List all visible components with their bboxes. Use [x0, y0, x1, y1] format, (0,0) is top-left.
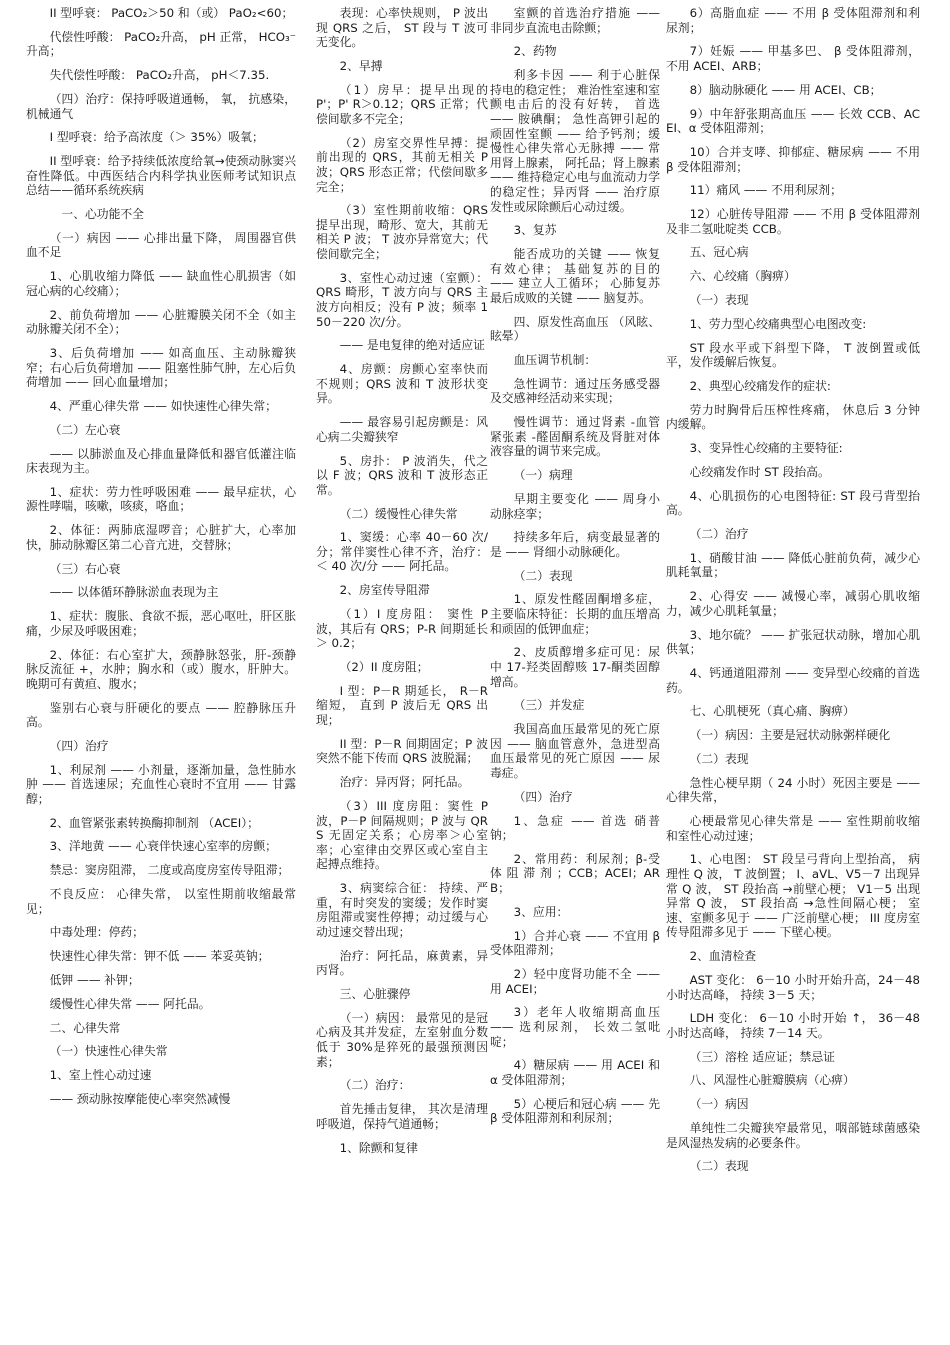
paragraph: 3、后负荷增加 —— 如高血压、主动脉瓣狭窄；右心后负荷增加 —— 阻塞性肺气肿，左心后负荷增加 —— 回心血量增加；	[26, 345, 296, 390]
paragraph: —— 最容易引起房颤是：风心病二尖瓣狭窄	[316, 415, 488, 444]
paragraph: （二）表现	[513, 568, 573, 583]
paragraph: 四、原发性高血压 （风眩、眩晕）	[490, 314, 660, 344]
paragraph: 2、血清检查	[689, 949, 757, 964]
paragraph: 缓慢性心律失常 —— 阿托品。	[49, 996, 211, 1011]
paragraph: 早期主要变化 —— 周身小动脉痉挛；	[490, 491, 660, 521]
paragraph: 2、药物	[513, 44, 557, 59]
paragraph: —— 以体循环静脉淤血表现为主	[49, 585, 219, 600]
paragraph: ST 段水平或下斜型下降， T 波倒置或低平，发作缓解后恢复。	[666, 340, 920, 370]
paragraph: （二）治疗	[689, 527, 749, 542]
paragraph: （一）快速性心律失常	[49, 1044, 168, 1059]
paragraph: 1、硝酸甘油 —— 降低心脏前负荷，减少心肌耗氧量；	[666, 550, 920, 580]
paragraph: 1、窦缓：心率 40－60 次/分；常伴窦性心律不齐，治疗：＜ 40 次/分 —— 阿托品。	[316, 530, 488, 574]
paragraph: 2、皮质醇增多症可见：尿中 17-羟类固醇赅 17-酮类固醇增高。	[490, 645, 660, 689]
paragraph: I 型呼衰：给予高浓度（＞ 35%）吸氧；	[49, 130, 264, 145]
paragraph: 4）糖尿病 —— 用 ACEI 和 α 受体阻滞剂；	[490, 1058, 660, 1087]
paragraph: I 型：P－R 期延长， R－R 缩短， 直到 P 波后无 QRS 出现；	[316, 683, 488, 727]
paragraph: 2）轻中度肾功能不全 —— 用 ACEI；	[490, 967, 660, 996]
paragraph: 2、房室传导阻滞	[339, 583, 430, 598]
paragraph: 低钾 —— 补钾；	[49, 972, 140, 987]
paragraph: （3）III 度房阻：窦性 P 波，P－P 间隔规则；P 波与 QRS 无固定关系；心房率＞心室率；心室律由交界区或心室自主起搏点维持。	[316, 798, 488, 872]
paragraph: 单纯性二尖瓣狭窄最常见，咽部链球菌感染是风湿热发病的必要条件。	[666, 1121, 920, 1150]
paragraph: LDH 变化： 6－10 小时开始 ↑， 36－48 小时达高峰， 持续 7－14 天。	[666, 1011, 920, 1040]
paragraph: 2、体征：右心室扩大，颈静脉怒张，肝-颈静脉反流征 +，水肿；胸水和（或）腹水，肝肿大。晚期可有黄疸、腹水；	[26, 647, 296, 691]
paragraph: 1、心肌收缩力降低 —— 缺血性心肌损害（如冠心病的心绞痛）；	[26, 269, 296, 298]
paragraph: 3、病窦综合征： 持续、严重，有时突发的窦缓；发作时窦房阻滞或窦性停搏；动过缓与心动过速交替出现；	[316, 881, 488, 939]
paragraph: （二）缓慢性心律失常	[339, 506, 458, 521]
paragraph: 室颤的首选治疗措施 —— 非同步直流电击除颤；	[490, 6, 660, 35]
paragraph: 一、心功能不全	[61, 207, 144, 222]
paragraph: （四）治疗	[513, 789, 573, 804]
paragraph: 治疗：阿托品，麻黄素，异丙肾。	[316, 948, 488, 978]
paragraph: 3、复苏	[513, 223, 557, 238]
paragraph: （一）病因： 最常见的是冠心病及其并发症，左室射血分数低于 30%是猝死的最强预测因素；	[316, 1010, 488, 1069]
paragraph: （一）表现	[689, 293, 749, 307]
paragraph: （三）并发症	[513, 698, 585, 713]
paragraph: 1）合并心衰 —— 不宜用 β 受体阻滞剂；	[490, 928, 660, 958]
paragraph: 禁忌：窦房阻滞， 二度或高度房室传导阻滞；	[49, 863, 290, 878]
paragraph: 中毒处理：停药；	[49, 925, 144, 940]
paragraph: 12）心脏传导阻滞 —— 不用 β 受体阻滞剂及非二氢吡啶类 CCB。	[666, 207, 920, 236]
paragraph: 2、体征：两肺底湿啰音；心脏扩大，心率加快，肺动脉瓣区第二心音亢进，交替脉；	[26, 523, 296, 552]
paragraph: 心梗最常见心律失常是 —— 室性期前收缩和室性心动过速；	[666, 814, 920, 843]
paragraph: （3）室性期前收缩：QRS 提早出现，畸形、宽大，其前无相关 P 波； T 波亦异常宽大；代偿间歇完全；	[316, 203, 488, 262]
paragraph: 1、心电图： ST 段呈弓背向上型抬高， 病理性 Q 波， T 波倒置； I、aVL、V5－7 出现异常 Q 波， ST 段抬高 →前壁心梗； V1－5 出现异常 Q 波， ST 段抬高 →急性间隔心梗； 室速、室颤多见于 —— 广泛前壁心梗； III 度房室传导阻滞多见于 —— 下壁心梗。	[666, 852, 920, 940]
paragraph: 六、心绞痛（胸痹）	[689, 269, 796, 284]
paragraph: —— 颈动脉按摩能使心率突然减慢	[49, 1091, 231, 1106]
paragraph: 慢性调节：通过肾素 -血管紧张素 -醛固酮系统及肾脏对体液容量的调节来完成。	[490, 415, 660, 459]
paragraph: 1、利尿剂 —— 小剂量，逐渐加量，急性肺水肿 —— 首选速尿；充血性心衰时不宜用 —— 甘露醇；	[26, 762, 296, 806]
paragraph: 10）合并支哮、抑郁症、糖尿病 —— 不用 β 受体阻滞剂；	[666, 144, 920, 174]
paragraph: （1）I 度房阻： 窦性 P 波，其后有 QRS；P-R 间期延长＞ 0.2；	[316, 607, 488, 651]
paragraph: 1、急症 —— 首选 硝普钠；	[490, 813, 660, 843]
paragraph: 4、钙通道阻滞剂 —— 变异型心绞痛的首选药。	[666, 665, 920, 695]
paragraph: 6）高脂血症 —— 不用 β 受体阻滞剂和利尿剂；	[666, 6, 920, 35]
paragraph: 4、心肌损伤的心电图特征: ST 段弓背型抬高。	[666, 488, 920, 518]
paragraph: 失代偿性呼酸： PaCO₂升高， pH＜7.35.	[49, 68, 270, 83]
paragraph: （四）治疗：保持呼吸道通畅， 氧， 抗感染， 机械通气	[26, 91, 296, 121]
paragraph: 2、血管紧张素转换酶抑制剂 （ACEI）；	[49, 815, 259, 830]
paragraph: （1）房早：提早出现的 P'；P' R＞0.12；QRS 正常；代偿间歇多不完全；	[316, 82, 488, 126]
paragraph: AST 变化： 6－10 小时开始升高，24－48 小时达高峰， 持续 3－5 天；	[666, 972, 920, 1002]
paragraph: 8）脑动脉硬化 —— 用 ACEI、CB；	[689, 82, 882, 97]
paragraph: —— 是电复律的绝对适应证	[339, 338, 485, 353]
paragraph: 五、冠心病	[689, 245, 749, 260]
paragraph: 鉴别右心衰与肝硬化的要点 —— 腔静脉压升高。	[26, 700, 296, 730]
paragraph: （一）病理	[513, 468, 573, 483]
paragraph: （一）病因	[689, 1097, 749, 1112]
text-column-3	[490, 6, 660, 1135]
paragraph: 3、洋地黄 —— 心衰伴快速心室率的房颤；	[49, 839, 277, 854]
paragraph: 血压调节机制：	[513, 353, 597, 367]
paragraph: （二）表现	[689, 751, 749, 766]
paragraph: 表现：心率快规则， P 波出现 QRS 之后， ST 段与 T 波可无变化。	[316, 6, 488, 50]
paragraph: （2）房室交界性早搏：提前出现的 QRS，其前无相关 P 波；QRS 形态正常；代偿间歇多完全；	[316, 135, 488, 194]
paragraph: —— 以肺淤血及心排血量降低和器官低灌注临床表现为主。	[26, 446, 296, 476]
paragraph: 5）心梗后和冠心病 —— 先 β 受体阻滞剂和利尿剂；	[490, 1096, 660, 1126]
paragraph: （一）病因 —— 心排出量下降， 周围器官供血不足	[26, 230, 296, 260]
paragraph: 2、常用药：利尿剂；β-受体阻滞剂；CCB；ACEI；ARB；	[490, 851, 660, 896]
paragraph: （四）治疗	[49, 738, 109, 753]
paragraph: 3、应用：	[513, 904, 569, 919]
text-column-1	[26, 6, 296, 1116]
paragraph: 1、室上性心动过速	[49, 1068, 152, 1083]
paragraph: 3、室性心动过速（室颤）：QRS 畸形，T 波方向与 QRS 主波方向相反；没有 P 波；频率 150－220 次/分。	[316, 270, 488, 329]
paragraph: 7）妊娠 —— 甲基多巴、 β 受体阻滞剂， 不用 ACEI、ARB；	[666, 44, 920, 73]
paragraph: 1、原发性醛固酮增多症，主要临床特征：长期的血压增高和顽固的低钾血症；	[490, 592, 660, 636]
paragraph: 9）中年舒张期高血压 —— 长效 CCB、ACEI、α 受体阻滞剂；	[666, 106, 920, 136]
paragraph: 急性调节：通过压务感受器及交感神经活动来实现；	[490, 376, 660, 406]
paragraph: II 型呼衰： PaCO₂＞50 和（或） PaO₂<60；	[49, 6, 294, 20]
paragraph: 3、变异性心绞痛的主要特征:	[689, 441, 843, 456]
paragraph: 三、心脏骤停	[339, 987, 411, 1001]
paragraph: 代偿性呼酸： PaCO₂升高， pH 正常， HCO₃⁻升高；	[26, 29, 296, 59]
paragraph: 1、劳力型心绞痛典型心电图改变:	[689, 316, 867, 331]
paragraph: 劳力时胸骨后压榨性疼痛， 休息后 3 分钟内缓解。	[666, 402, 920, 432]
paragraph: 不良反应： 心律失常， 以室性期前收缩最常见；	[26, 887, 296, 916]
paragraph: II 型呼衰：给予持续低浓度给氧→使颈动脉窦兴奋性降低。中西医结合内科学执业医师考试知识点总结——循环系统疾病	[26, 154, 296, 198]
paragraph: 持续多年后，病变最显著的是 —— 肾细小动脉硬化。	[490, 530, 660, 559]
paragraph: 4、房颤：房颤心室率快而不规则；QRS 波和 T 波形状变异。	[316, 362, 488, 406]
paragraph: 2、典型心绞痛发作的症状:	[689, 378, 831, 393]
paragraph: （三）右心衰	[49, 561, 121, 576]
paragraph: 4、严重心律失常 —— 如快速性心律失常；	[49, 398, 277, 413]
paragraph: 治疗：异丙肾；阿托品。	[339, 775, 470, 790]
paragraph: 1、症状：腹胀、食欲不振，恶心呕吐，肝区胀痛，少尿及呼吸困难；	[26, 609, 296, 638]
paragraph: 2、前负荷增加 —— 心脏瓣膜关闭不全（如主动脉瓣关闭不全）；	[26, 307, 296, 337]
paragraph: 1、症状：劳力性呼吸困难 —— 最早症状，心源性哮喘，咳嗽，咳痰，咯血；	[26, 484, 296, 514]
paragraph: （三）溶栓 适应证；禁忌证	[689, 1049, 835, 1064]
text-column-4	[666, 6, 920, 1183]
paragraph: 能否成功的关键 —— 恢复有效心律； 基础复苏的目的 —— 建立人工循环； 心肺复苏最后成败的关键 —— 脑复苏。	[490, 247, 660, 305]
paragraph: 我国高血压最常见的死亡原因 —— 脑血管意外，急进型高血压最常见的死亡原因 —— 尿毒症。	[490, 722, 660, 780]
paragraph: 3、地尔硫？ —— 扩张冠状动脉，增加心肌供氧；	[666, 627, 920, 657]
paragraph: 1、除颤和复律	[339, 1140, 418, 1155]
paragraph: 七、心肌梗死（真心痛、胸痹）	[689, 704, 855, 719]
paragraph: （二）治疗：	[339, 1078, 411, 1093]
paragraph: 急性心梗早期（ 24 小时）死因主要是 —— 心律失常，	[666, 775, 920, 805]
paragraph: （二）表现	[689, 1159, 749, 1174]
paragraph: 利多卡因 —— 利于心脏保持电的稳定性； 难治性室速和室颤电击后的没有好转， 首选 —— 胺碘酮； 急性高钾引起的顽固性室颤 —— 给予钙剂；缓慢性心律失常心无脉搏 —— 常用肾上腺素， 阿托品；肾上腺素 —— 维持稳定心电与血流动力学的稳定性；异丙肾 —— 治疗原发性或尿除颤后心动过缓。	[490, 68, 660, 214]
paragraph: 5、房扑： P 波消失，代之以 F 波；QRS 波和 T 波形态正常。	[316, 453, 488, 497]
paragraph: 11）痛风 —— 不用利尿剂；	[689, 183, 842, 198]
paragraph: （二）左心衰	[49, 422, 121, 437]
paragraph: 首先捶击复律， 其次是清理呼吸道，保持气道通畅；	[316, 1102, 488, 1131]
paragraph: 心绞痛发作时 ST 段抬高。	[689, 464, 830, 479]
paragraph: II 型：P－R 间期固定；P 波突然不能下传而 QRS 波脱漏；	[316, 736, 488, 766]
paragraph: 2、早搏	[339, 58, 383, 73]
paragraph: （2）II 度房阻；	[339, 660, 429, 674]
paragraph: 二、心律失常	[49, 1020, 121, 1035]
paragraph: （一）病因：主要是冠状动脉粥样硬化	[689, 728, 891, 743]
text-column-2	[316, 6, 488, 1164]
paragraph: 2、心得安 —— 减慢心率，减弱心肌收缩力，减少心肌耗氧量；	[666, 589, 920, 618]
paragraph: 3）老年人收缩期高血压 —— 选利尿剂， 长效二氢吡啶；	[490, 1005, 660, 1049]
paragraph: 八、风湿性心脏瓣膜病（心痹）	[689, 1073, 855, 1088]
paragraph: 快速性心律失常：钾不低 —— 苯妥英钠；	[49, 949, 270, 964]
